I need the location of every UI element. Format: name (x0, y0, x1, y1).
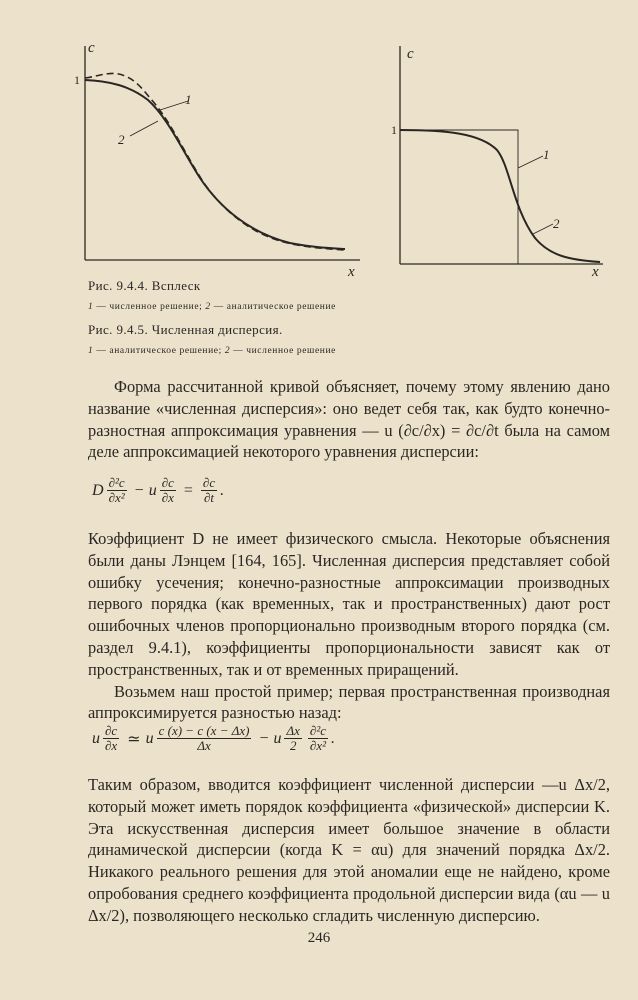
left-curve-analytic (85, 80, 345, 249)
legend-num: 1 (88, 346, 94, 356)
eq1-u: u (148, 481, 157, 499)
left-label-1-leader (160, 101, 188, 110)
figure-dispersion (385, 38, 615, 278)
eq2-minus: − (259, 729, 269, 747)
eq1-f2-num: ∂c (161, 475, 174, 490)
paragraph-1 (88, 376, 610, 463)
left-label-2-leader (130, 121, 158, 136)
legend-text: — численное решение (230, 346, 336, 356)
equation-dispersion (92, 476, 224, 505)
paragraph-4-text: Таким образом, вводится коэффициент численной дисперсии —u Δx/2, который может иметь порядок коэффициента «физической» дисперсии K. Эта искусственная дисперсия имеет большое значение в области динамической дисперсии (когда K = αu) для значений порядка Δx/2. Никакого реального решения для этой аномалии еще не найдено, кроме опробования среднего коэффициента продольной дисперсии вида (αu — u Δx/2), позволяющего несколько сгладить численную дисперсию. (88, 775, 610, 925)
paragraph-3-text: Возьмем наш простой пример; первая пространственная производная аппроксимируется разностью назад: (88, 681, 610, 723)
eq2-f2-num: c (x) − c (x − Δx) (158, 723, 250, 738)
eq1-f1-num: ∂²c (108, 475, 125, 490)
left-x-axis-label: x (348, 264, 355, 280)
right-curve-label-2: 2 (553, 216, 560, 231)
eq2-u3: u (273, 729, 282, 747)
figure-9-4-5-caption: Рис. 9.4.5. Численная дисперсия. (88, 322, 283, 337)
equation-backward-difference (92, 724, 335, 753)
legend-num: 1 (88, 302, 94, 312)
eq1-coef: D (92, 481, 104, 499)
legend-num: 2 (205, 302, 211, 312)
left-curve-label-1: 1 (185, 92, 192, 107)
eq2-f4-den: ∂x² (309, 738, 326, 753)
right-label-2-leader (533, 224, 553, 234)
right-label-1-leader (518, 156, 543, 168)
eq2-frac-2 (157, 724, 252, 753)
eq2-u2: u (145, 729, 154, 747)
eq1-frac-2 (160, 476, 176, 505)
eq2-frac-4 (308, 724, 328, 753)
right-curve-numerical (400, 130, 600, 262)
eq1-f3-num: ∂c (202, 475, 216, 490)
paragraph-4 (88, 774, 610, 927)
paragraph-2-text: Коэффициент D не имеет физического смысла. Некоторые объяснения были даны Лэнцем [164, 165]. Численная дисперсия представляет собой ошибку усечения; конечно-разностные аппроксимации производных первого порядка (как временных, так и пространственных) дают рост ошибочных членов пропорционально производным второго порядка (см. раздел 9.4.1), коэффициенты пропорциональности зависят как от пространственных, так и от временных приращений. (88, 529, 610, 679)
left-curve-label-2: 2 (118, 132, 125, 147)
eq1-minus: − (134, 481, 144, 499)
eq1-f2-den: ∂x (161, 490, 174, 505)
left-curve-numerical (85, 73, 345, 250)
eq2-f2-den: Δx (197, 738, 211, 753)
figure-9-4-4-caption: Рис. 9.4.4. Всплеск (88, 278, 201, 293)
right-x-axis-label: x (592, 264, 599, 280)
eq1-frac-3 (201, 476, 217, 505)
right-y-tick-label: 1 (391, 123, 397, 137)
figure-spike (70, 38, 370, 278)
left-y-tick-label: 1 (74, 73, 80, 87)
eq2-frac-3 (284, 724, 301, 753)
eq1-end: . (220, 481, 225, 499)
legend-num: 2 (224, 346, 231, 356)
right-curve-analytic (400, 130, 518, 264)
legend-text: — численное решение; (93, 302, 206, 312)
eq2-f4-num: ∂²c (309, 723, 326, 738)
eq1-f1-den: ∂x² (108, 490, 125, 505)
eq2-end: . (330, 729, 335, 747)
figure-9-4-4-legend (88, 302, 336, 312)
eq2-u1: u (92, 729, 100, 747)
paragraph-1-text: Форма рассчитанной кривой объясняет, почему этому явлению дано название «численная дисперсия»: оно ведет себя так, как будто конечно-разностная аппроксимация уравнения — u (∂c/∂x) = ∂c/∂t была на самом деле аппроксимацией некоторого уравнения дисперсии: (88, 377, 610, 462)
eq2-f1-den: ∂x (105, 738, 118, 753)
figure-9-4-5-legend (88, 346, 336, 356)
eq2-approx: ≃ (127, 730, 141, 748)
right-y-axis-label: c (407, 46, 414, 62)
eq1-f3-den: ∂t (204, 490, 215, 505)
left-y-axis-label: c (88, 40, 95, 56)
legend-text: — аналитическое решение (210, 302, 336, 312)
right-curve-label-1: 1 (543, 147, 550, 162)
eq1-frac-1 (107, 476, 127, 505)
paragraph-2-3 (88, 528, 610, 724)
eq1-equals: = (183, 481, 193, 499)
legend-text: — аналитическое решение; (93, 346, 225, 356)
eq2-f1-num: ∂c (105, 723, 118, 738)
eq2-f3-den: 2 (289, 738, 297, 753)
page-number: 246 (307, 930, 331, 946)
eq2-frac-1 (103, 724, 119, 753)
eq2-f3-num: Δx (286, 723, 300, 738)
